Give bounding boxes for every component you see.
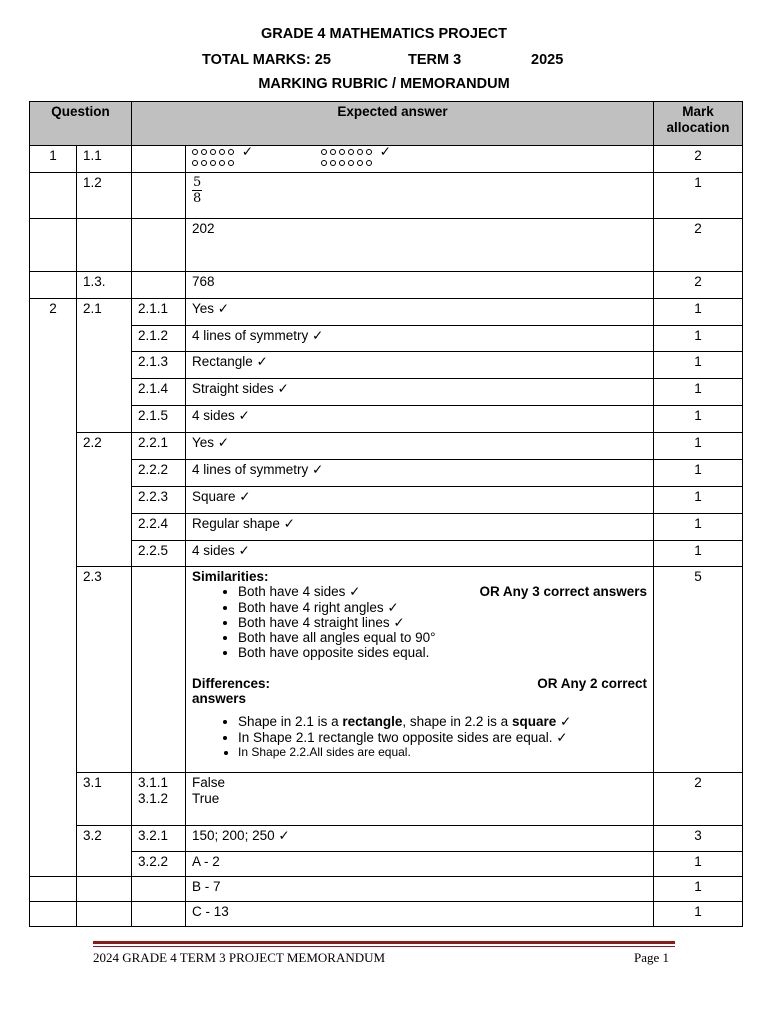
answer-cell: 4 sides ✓ <box>186 406 654 433</box>
list-item: • Both have opposite sides equal. <box>238 645 647 660</box>
mark-value: 1 <box>654 326 743 352</box>
sub-sub-question: 2.1.4 <box>132 379 186 406</box>
question-number <box>30 877 77 902</box>
sub-sub-question: 2.1.3 <box>132 352 186 379</box>
sub-sub-question: 3.1.1 3.1.2 <box>132 773 186 826</box>
header-question: Question <box>30 102 132 146</box>
sub-question: 3.2 <box>77 826 132 877</box>
table-row <box>30 326 743 352</box>
answer-cell: Yes ✓ <box>186 433 654 460</box>
sub-question <box>77 902 132 927</box>
page-number: Page 1 <box>634 950 670 965</box>
document-title: GRADE 4 MATHEMATICS PROJECT <box>261 26 507 42</box>
header-expected-answer: Expected answer <box>132 102 654 146</box>
table-row <box>30 541 743 567</box>
fraction-answer <box>192 175 202 206</box>
mark-value: 1 <box>654 902 743 927</box>
question-number <box>30 272 77 299</box>
answer-cell: 4 sides ✓ <box>186 541 654 567</box>
table-row <box>30 299 743 326</box>
mark-value: 1 <box>654 541 743 567</box>
differences-or-note-cont: answers <box>192 691 247 707</box>
mark-value: 1 <box>654 379 743 406</box>
sub-question: 2.3 <box>77 567 132 773</box>
mark-value: 2 <box>654 219 743 272</box>
differences-list <box>192 714 647 760</box>
sub-sub-question: 2.1.1 <box>132 299 186 326</box>
term-label: TERM 3 <box>408 52 462 68</box>
table-row <box>30 173 743 219</box>
sub-sub-question: 3.2.1 <box>132 826 186 852</box>
sub-question: 1.2 <box>77 173 132 219</box>
sub-sub-question <box>132 173 186 219</box>
sub-sub-question: 2.1.2 <box>132 326 186 352</box>
table-row <box>30 902 743 927</box>
sub-sub-question <box>132 146 186 173</box>
mark-value: 1 <box>654 514 743 541</box>
table-header-row <box>30 102 743 146</box>
header-mark-allocation: Mark allocation <box>654 102 743 146</box>
answer-cell: 4 lines of symmetry ✓ <box>186 326 654 352</box>
check-icon: ✓ <box>241 144 254 159</box>
sub-question: 1.1 <box>77 146 132 173</box>
list-item: • In Shape 2.1 rectangle two opposite sides are equal. ✓ <box>238 730 647 745</box>
table-row <box>30 487 743 514</box>
check-icon: ✓ <box>379 144 391 159</box>
differences-or-note: OR Any 2 correct <box>537 675 648 691</box>
table-row <box>30 826 743 852</box>
footer-title: 2024 GRADE 4 TERM 3 PROJECT MEMORANDUM <box>93 950 386 965</box>
table-row <box>30 146 743 173</box>
fraction-numerator: 5 <box>193 175 202 190</box>
mark-value: 1 <box>654 173 743 219</box>
sub-sub-question <box>132 567 186 773</box>
sub-question <box>77 219 132 272</box>
sub-question <box>77 877 132 902</box>
mark-value: 1 <box>654 406 743 433</box>
sub-question: 2.2 <box>77 433 132 567</box>
answer-cell: 150; 200; 250 ✓ <box>186 826 654 852</box>
sub-sub-question <box>132 219 186 272</box>
mark-value: 1 <box>654 487 743 514</box>
sub-sub-question: 2.2.1 <box>132 433 186 460</box>
mark-value: 3 <box>654 826 743 852</box>
answer-cell: False True <box>186 773 654 826</box>
fraction-denominator: 8 <box>193 191 202 206</box>
list-item: • Both have all angles equal to 90° <box>238 630 647 645</box>
sub-question: 1.3. <box>77 272 132 299</box>
table-row <box>30 219 743 272</box>
sub-sub-question <box>132 272 186 299</box>
answer-cell: Rectangle ✓ <box>186 352 654 379</box>
answer-cell: Square ✓ <box>186 487 654 514</box>
table-row <box>30 272 743 299</box>
footer-rule-thin <box>93 946 675 947</box>
mark-value: 5 <box>654 567 743 773</box>
table-row <box>30 773 743 826</box>
mark-value: 1 <box>654 352 743 379</box>
question-number <box>30 902 77 927</box>
question-number <box>30 173 77 219</box>
answer-cell: 202 <box>186 219 654 272</box>
question-number: 2 <box>30 299 77 877</box>
answer-cell <box>186 173 654 219</box>
list-item: • Shape in 2.1 is a rectangle, shape in 2.2 is a square ✓ <box>238 714 647 729</box>
mark-value: 1 <box>654 877 743 902</box>
table-row <box>30 379 743 406</box>
similarities-list <box>192 584 647 660</box>
answer-cell: Yes ✓ <box>186 299 654 326</box>
sub-sub-question: 2.1.5 <box>132 406 186 433</box>
differences-heading: Differences: OR Any 2 correct <box>192 675 648 691</box>
sub-sub-question: 2.2.4 <box>132 514 186 541</box>
mark-value: 2 <box>654 272 743 299</box>
mark-value: 1 <box>654 433 743 460</box>
answer-cell: A - 2 <box>186 852 654 877</box>
table-row <box>30 460 743 487</box>
answer-cell: Straight sides ✓ <box>186 379 654 406</box>
sub-question: 2.1 <box>77 299 132 433</box>
list-item: • Both have 4 straight lines ✓ <box>238 615 647 630</box>
dot-group-six <box>321 146 372 168</box>
sub-sub-question: 3.2.2 <box>132 852 186 877</box>
dot-group-five <box>192 146 234 168</box>
rubric-subtitle: MARKING RUBRIC / MEMORANDUM <box>258 76 510 92</box>
list-item: • In Shape 2.2.All sides are equal. <box>238 745 647 760</box>
mark-value: 1 <box>654 299 743 326</box>
sub-sub-question: 2.2.2 <box>132 460 186 487</box>
question-number: 1 <box>30 146 77 173</box>
answer-cell: 768 <box>186 272 654 299</box>
answer-cell <box>186 567 654 773</box>
list-item: • Both have 4 right angles ✓ <box>238 600 647 615</box>
similarities-heading: Similarities: <box>192 569 269 584</box>
answer-cell <box>186 146 654 173</box>
mark-value: 2 <box>654 146 743 173</box>
mark-value: 2 <box>654 773 743 826</box>
table-row <box>30 567 743 773</box>
table-row <box>30 433 743 460</box>
table-row <box>30 852 743 877</box>
table-row <box>30 877 743 902</box>
sub-sub-question <box>132 902 186 927</box>
answer-cell: B - 7 <box>186 877 654 902</box>
answer-cell: C - 13 <box>186 902 654 927</box>
sub-sub-question <box>132 877 186 902</box>
similarities-or-note: OR Any 3 correct answers <box>479 584 648 600</box>
list-item: • Both have 4 sides ✓ OR Any 3 correct answers <box>238 584 647 599</box>
table-row <box>30 406 743 433</box>
table-row <box>30 352 743 379</box>
total-marks: TOTAL MARKS: 25 <box>202 52 331 68</box>
marking-rubric-table <box>29 101 743 927</box>
table-row <box>30 514 743 541</box>
footer-rule <box>93 941 675 944</box>
sub-sub-question: 2.2.5 <box>132 541 186 567</box>
mark-value: 1 <box>654 852 743 877</box>
sub-sub-question: 2.2.3 <box>132 487 186 514</box>
answer-cell: Regular shape ✓ <box>186 514 654 541</box>
sub-question: 3.1 <box>77 773 132 826</box>
mark-value: 1 <box>654 460 743 487</box>
year-label: 2025 <box>531 52 564 68</box>
answer-cell: 4 lines of symmetry ✓ <box>186 460 654 487</box>
question-number <box>30 219 77 272</box>
